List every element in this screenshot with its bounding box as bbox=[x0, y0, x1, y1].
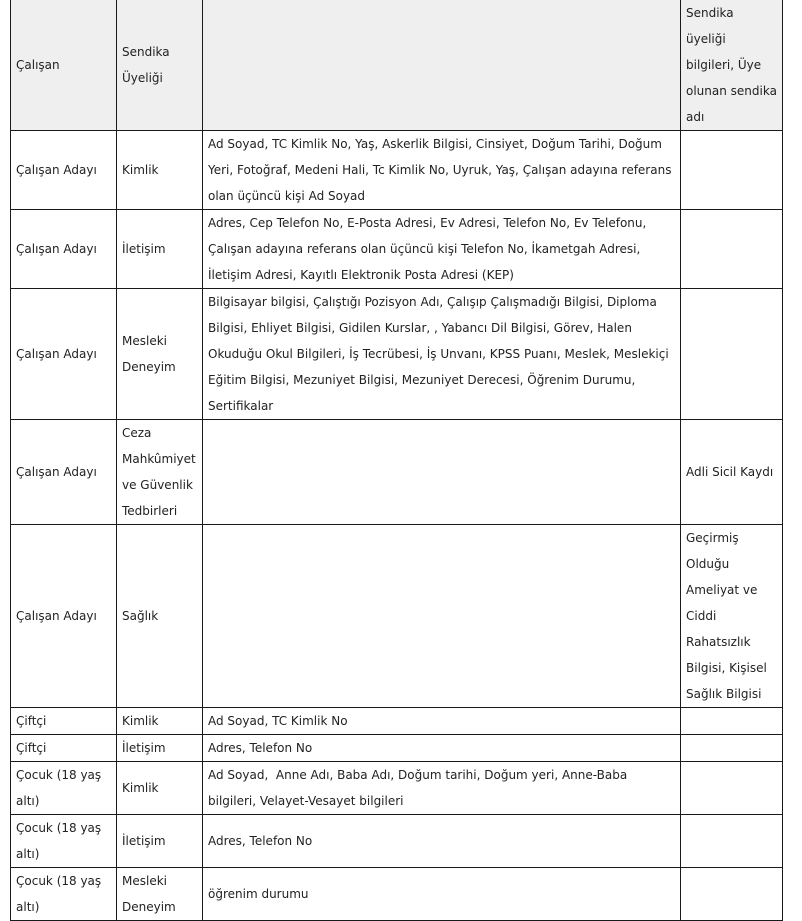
subject-cell: Çalışan Adayı bbox=[11, 525, 117, 708]
data-inventory-table bbox=[10, 0, 783, 921]
special-data-cell bbox=[681, 289, 783, 420]
data-cell: Adres, Cep Telefon No, E-Posta Adresi, Ev Adresi, Telefon No, Ev Telefonu, Çalışan adayına referans olan üçüncü kişi Telefon No, İkametgah Adresi, İletişim Adresi, Kayıtlı Elektronik Posta Adresi (KEP) bbox=[203, 210, 681, 289]
header-category-cell: Sendika Üyeliği bbox=[117, 0, 203, 131]
subject-cell: Çalışan Adayı bbox=[11, 420, 117, 525]
header-data-cell bbox=[203, 0, 681, 131]
category-cell: Mesleki Deneyim bbox=[117, 868, 203, 921]
special-data-cell bbox=[681, 868, 783, 921]
special-data-cell bbox=[681, 762, 783, 815]
header-subject-cell: Çalışan bbox=[11, 0, 117, 131]
special-data-cell: Adli Sicil Kaydı bbox=[681, 420, 783, 525]
header-special-cell: Sendika üyeliği bilgileri, Üye olunan sendika adı bbox=[681, 0, 783, 131]
category-cell: Mesleki Deneyim bbox=[117, 289, 203, 420]
table-row bbox=[11, 131, 783, 210]
subject-cell: Çocuk (18 yaş altı) bbox=[11, 815, 117, 868]
special-data-cell bbox=[681, 131, 783, 210]
table-row bbox=[11, 815, 783, 868]
category-cell: Ceza Mahkûmiyet ve Güvenlik Tedbirleri bbox=[117, 420, 203, 525]
category-cell: Kimlik bbox=[117, 131, 203, 210]
table-row bbox=[11, 420, 783, 525]
table-row bbox=[11, 708, 783, 735]
special-data-cell bbox=[681, 735, 783, 762]
subject-cell: Çocuk (18 yaş altı) bbox=[11, 868, 117, 921]
special-data-cell bbox=[681, 210, 783, 289]
special-data-cell bbox=[681, 815, 783, 868]
table-header-row bbox=[11, 0, 783, 131]
table-row bbox=[11, 210, 783, 289]
table-row bbox=[11, 289, 783, 420]
table-row bbox=[11, 762, 783, 815]
category-cell: İletişim bbox=[117, 735, 203, 762]
category-cell: Kimlik bbox=[117, 762, 203, 815]
data-cell bbox=[203, 420, 681, 525]
data-cell: Bilgisayar bilgisi, Çalıştığı Pozisyon Adı, Çalışıp Çalışmadığı Bilgisi, Diploma Bilgisi, Ehliyet Bilgisi, Gidilen Kurslar, , Yabancı Dil Bilgisi, Görev, Halen Okuduğu Okul Bilgileri, İş Tecrübesi, İş Unvanı, KPSS Puanı, Meslek, Meslekiçi Eğitim Bilgisi, Mezuniyet Bilgisi, Mezuniyet Derecesi, Öğrenim Durumu, Sertifikalar bbox=[203, 289, 681, 420]
category-cell: İletişim bbox=[117, 210, 203, 289]
data-cell: Adres, Telefon No bbox=[203, 815, 681, 868]
subject-cell: Çiftçi bbox=[11, 708, 117, 735]
data-cell: öğrenim durumu bbox=[203, 868, 681, 921]
subject-cell: Çalışan Adayı bbox=[11, 210, 117, 289]
category-cell: Sağlık bbox=[117, 525, 203, 708]
data-cell: Adres, Telefon No bbox=[203, 735, 681, 762]
subject-cell: Çiftçi bbox=[11, 735, 117, 762]
data-cell: Ad Soyad, TC Kimlik No, Yaş, Askerlik Bilgisi, Cinsiyet, Doğum Tarihi, Doğum Yeri, Fotoğraf, Medeni Hali, Tc Kimlik No, Uyruk, Yaş, Çalışan adayına referans olan üçüncü kişi Ad Soyad bbox=[203, 131, 681, 210]
special-data-cell bbox=[681, 708, 783, 735]
table-row bbox=[11, 868, 783, 921]
data-cell: Ad Soyad, Anne Adı, Baba Adı, Doğum tarihi, Doğum yeri, Anne-Baba bilgileri, Velayet-Vesayet bilgileri bbox=[203, 762, 681, 815]
data-inventory-table-wrapper bbox=[10, 0, 782, 921]
subject-cell: Çalışan Adayı bbox=[11, 131, 117, 210]
table-row bbox=[11, 735, 783, 762]
category-cell: İletişim bbox=[117, 815, 203, 868]
data-cell bbox=[203, 525, 681, 708]
subject-cell: Çocuk (18 yaş altı) bbox=[11, 762, 117, 815]
special-data-cell: Geçirmiş Olduğu Ameliyat ve Ciddi Rahatsızlık Bilgisi, Kişisel Sağlık Bilgisi bbox=[681, 525, 783, 708]
data-cell: Ad Soyad, TC Kimlik No bbox=[203, 708, 681, 735]
table-row bbox=[11, 525, 783, 708]
subject-cell: Çalışan Adayı bbox=[11, 289, 117, 420]
category-cell: Kimlik bbox=[117, 708, 203, 735]
